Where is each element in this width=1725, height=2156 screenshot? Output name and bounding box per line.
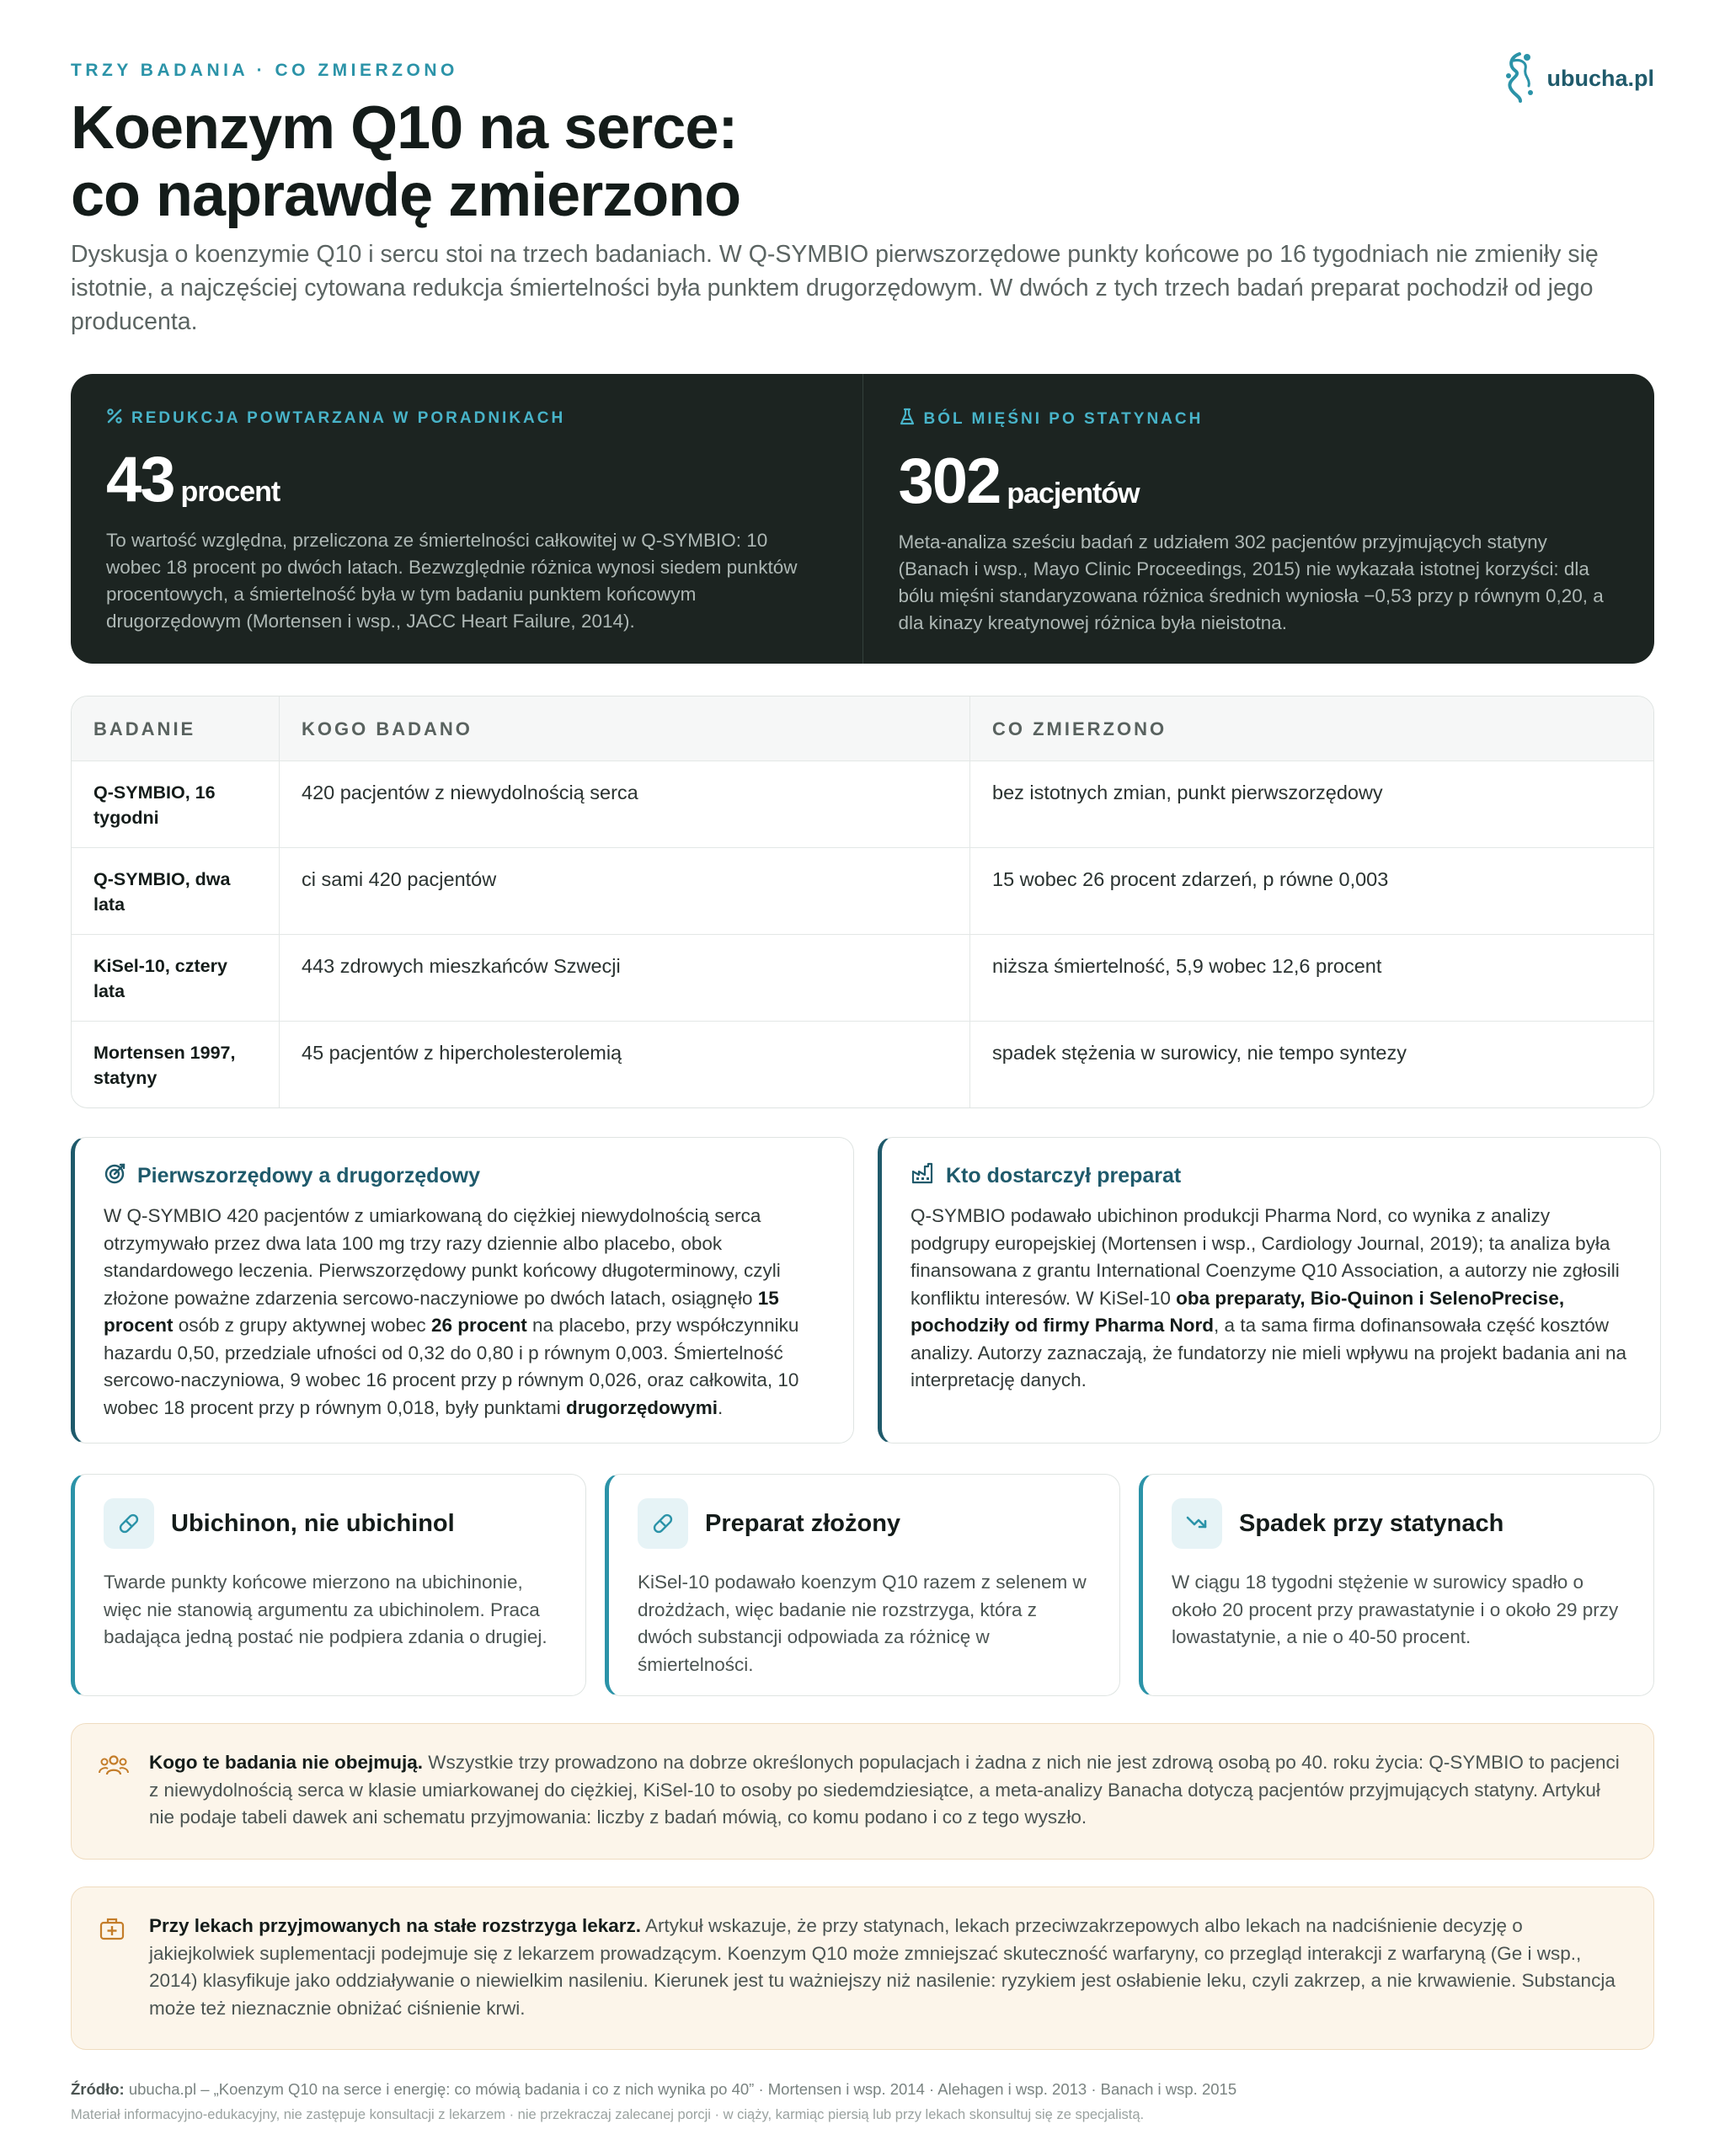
source-line [71,2080,1236,2099]
card-ubiquinone [71,1474,586,1696]
card-combined-preparation [605,1474,1120,1696]
note-text [149,1749,1628,1832]
trend-down-icon [1172,1498,1222,1549]
bold-segment: 26 procent [430,1315,527,1336]
table-cell-measured: 15 wobec 26 procent zdarzeń, p równe 0,003 [969,848,1653,936]
bold-segment: drugorzędowymi [566,1396,718,1418]
table-cell-measured: niższa śmiertelność, 5,9 wobec 12,6 procent [969,935,1653,1022]
title-line-2: co naprawdę zmierzono [71,162,741,229]
bold-segment: 15 procent [104,1287,779,1336]
note-populations [71,1723,1654,1860]
card-text [911,1203,1632,1395]
card-title: Preparat złożony [705,1509,901,1537]
text-segment: . [718,1396,724,1418]
card-primary-vs-secondary [71,1137,854,1444]
table-header-row [72,696,1653,760]
stat-unit: pacjentów [1007,478,1140,510]
stat-label: BÓL MIĘŚNI PO STATYNACH [923,410,1204,428]
stat-description: Meta-analiza sześciu badań z udziałem 302 pacjentów przyjmujących statyny (Banach i wsp., Mayo Clinic Proceedings, 2015) nie wykazała istotnej korzyści: dla bólu mięśni standaryzowana różnica średnich wyniosła −0,53 przy p równym 0,20, a dla kinazy kreatynowej różnica była nieistotna. [898,531,1604,633]
card-title: Pierwszorzędowy a drugorzędowy [137,1164,481,1187]
text-segment: osób z grupy aktywnej wobec [173,1315,431,1336]
text-segment: Q-SYMBIO podawało ubichinon produkcji Pharma Nord, co wynika z analizy podgrupy europejskiej (Mortensen i wsp., Cardiology Journal, 2019); ta analiza była finansowana z grantu International Coenzyme Q10 Association, a autorzy nie zgłosili konfliktu interesów. W KiSel-10 [911,1205,1620,1309]
card-text: KiSel-10 podawało koenzym Q10 razem z selenem w drożdżach, więc badanie nie rozstrzyga, która z dwóch substancji odpowiada za różnicę w śmiertelności. [638,1572,1087,1675]
table-cell-study: Q-SYMBIO, 16 tygodni [93,782,216,828]
stat-label: REDUKCJA POWTARZANA W PORADNIKACH [131,409,566,427]
source-text: ubucha.pl – „Koenzym Q10 na serce i energię: co mówią badania i co z nich wynika po 40” · Mortensen i wsp. 2014 · Alehagen i wsp. 2013 · Banach i wsp. 2015 [124,2080,1237,2098]
card-title: Spadek przy statynach [1239,1509,1504,1537]
table-cell-measured: spadek stężenia w surowicy, nie tempo syntezy [969,1022,1653,1108]
note-text [149,1913,1628,2022]
eyebrow: TRZY BADANIA · CO ZMIERZONO [71,61,458,80]
table-cell-population: ci sami 420 pacjentów [279,848,969,936]
target-icon [104,1161,127,1191]
stats-panel [71,374,1654,664]
card-supplier [878,1137,1661,1444]
card-statin-drop [1139,1474,1654,1696]
studies-table [71,696,1654,1108]
table-cell-study: KiSel-10, cztery lata [93,956,227,1001]
kombucha-logo-icon [1502,51,1537,107]
note-bold: Przy lekach przyjmowanych na stałe rozstrzyga lekarz. [149,1915,642,1936]
flask-icon [899,408,916,431]
stat-muscle-pain [862,374,1655,664]
stat-value: 302 [898,446,1001,517]
table-row [72,847,1653,934]
title-line-1: Koenzym Q10 na serce: [71,94,738,162]
note-body: Wszystkie trzy prowadzono na dobrze określonych populacjach i żadna z nich nie jest zdrową osobą po 40. roku życia: Q-SYMBIO to pacjenci z niewydolnością serca w klasie umiarkowanej do ciężkiej, KiSel-10 to osoby po siedemdziesiątce, a meta-analizy Banacha dotyczą pacjentów przyjmujących statyny. Artykuł nie podaje tabeli dawek ani schematu przyjmowania: liczby z badań mówią, co komu podano i co z tego wyszło. [149,1752,1620,1828]
pill-icon [638,1498,688,1549]
source-label: Źródło: [71,2080,125,2098]
pill-icon [104,1498,154,1549]
card-title: Kto dostarczył preparat [946,1164,1182,1187]
page-title [71,94,1166,229]
medical-kit-icon [99,1916,126,1950]
percent-icon [106,408,123,430]
card-title: Ubichinon, nie ubichinol [171,1509,455,1537]
logo-text: ubucha.pl [1546,66,1654,91]
stat-description: To wartość względna, przeliczona ze śmiertelności całkowitej w Q-SYMBIO: 10 wobec 18 procent po dwóch latach. Bezwzględnie różnica wynosi siedem punktów procentowych, a śmiertelność była w tym badaniu punktem końcowym drugorzędowym (Mortensen i wsp., JACC Heart Failure, 2014). [106,530,798,632]
stat-value: 43 [106,444,174,515]
card-text: W ciągu 18 tygodni stężenie w surowicy spadło o około 20 procent przy prawastatynie i o około 29 przy lowastatynie, a nie o 40-50 procent. [1172,1572,1619,1647]
text-segment: , a ta sama firma dofinansowała część kosztów analizy. Autorzy zaznaczają, że fundatorzy nie mieli wpływu na projekt badania ani na interpretację danych. [911,1315,1627,1390]
card-text [104,1203,825,1422]
people-icon [99,1753,129,1786]
card-text: Twarde punkty końcowe mierzono na ubichinonie, więc nie stanowią argumentu za ubichinolem. Praca badająca jedną postać nie podpiera zdania o drugiej. [104,1572,547,1647]
table-cell-study: Q-SYMBIO, dwa lata [93,869,231,915]
table-cell-measured: bez istotnych zmian, punkt pierwszorzędowy [969,761,1653,849]
logo[interactable] [1502,51,1655,107]
column-header: CO ZMIERZONO [969,696,1653,760]
stat-unit: procent [180,476,280,508]
table-cell-population: 443 zdrowych mieszkańców Szwecji [279,935,969,1022]
factory-icon [911,1161,936,1191]
table-cell-population: 45 pacjentów z hipercholesterolemią [279,1022,969,1108]
bold-segment: oba preparaty, Bio-Quinon i SelenoPrecise, pochodziły od firmy Pharma Nord [911,1287,1565,1336]
note-body: Artykuł wskazuje, że przy statynach, lekach przeciwzakrzepowych albo lekach na nadciśnienie decyzję o jakiejkolwiek suplementacji podejmuje się z lekarzem prowadzącym. Koenzym Q10 może zmniejszać skuteczność warfaryny, co przegląd interakcji z warfaryną (Ge i wsp., 2014) klasyfikuje jako oddziaływanie o niewielkim nasileniu. Kierunek jest tu ważniejszy niż nasilenie: ryzykiem jest osłabienie leku, czyli zakrzep, a nie krwawienie. Substancja może też nieznacznie obniżać ciśnienie krwi. [149,1915,1616,2019]
lead-paragraph: Dyskusja o koenzymie Q10 i sercu stoi na trzech badaniach. W Q-SYMBIO pierwszorzędowe punkty końcowe po 16 tygodniach nie zmieniły się istotnie, a najczęściej cytowana redukcja śmiertelności była punktem drugorzędowym. W dwóch z tych trzech badań preparat pochodził od jego producenta. [71,241,1599,335]
table-row [72,760,1653,847]
disclaimer: Materiał informacyjno-edukacyjny, nie zastępuje konsultacji z lekarzem · nie przekraczaj zalecanej porcji · w ciąży, karmiąc piersią lub przy lekach skonsultuj się ze specjalistą. [71,2107,1145,2122]
stat-mortality [71,374,862,664]
note-bold: Kogo te badania nie obejmują. [149,1752,424,1773]
table-row [72,1021,1653,1107]
text-segment: W Q-SYMBIO 420 pacjentów z umiarkowaną do ciężkiej niewydolnością serca otrzymywało przez dwa lata 100 mg trzy razy dziennie albo placebo, obok standardowego leczenia. Pierwszorzędowy punkt końcowy długoterminowy, czyli złożone poważne zdarzenia sercowo-naczyniowe po dwóch latach, osiągnęło [104,1205,781,1309]
table-cell-study: Mortensen 1997, statyny [93,1043,236,1088]
table-row [72,934,1653,1021]
column-header: KOGO BADANO [279,696,969,760]
note-doctor [71,1886,1654,2050]
text-segment: na placebo, przy współczynniku hazardu 0,50, przedziale ufności od 0,32 do 0,80 i p równym 0,003. Śmiertelność sercowo-naczyniowa, 9 wobec 16 procent przy p równym 0,026, oraz całkowita, 10 wobec 18 procent przy p równym 0,018, były punktami [104,1315,799,1418]
column-header: BADANIE [93,718,196,739]
table-cell-population: 420 pacjentów z niewydolnością serca [279,761,969,849]
